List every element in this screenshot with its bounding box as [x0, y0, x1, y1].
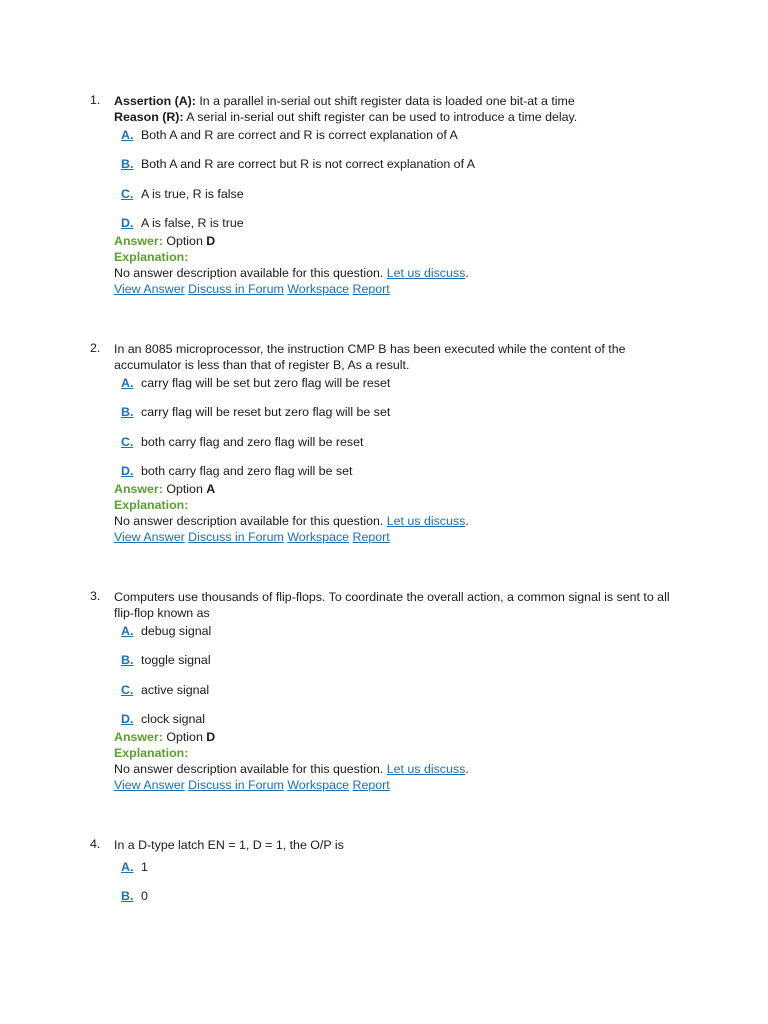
discuss-forum-link[interactable]: Discuss in Forum	[188, 777, 284, 792]
option-letter-b[interactable]: B.	[121, 405, 134, 420]
option-letter-b[interactable]: B.	[121, 653, 134, 668]
period: .	[465, 513, 469, 528]
option-b[interactable]	[114, 888, 674, 906]
option-text: both carry flag and zero flag will be set	[141, 463, 353, 478]
view-answer-link[interactable]: View Answer	[114, 281, 185, 296]
assertion-line	[114, 93, 674, 109]
discuss-link[interactable]: Let us discuss	[386, 761, 466, 776]
option-text: active signal	[141, 682, 210, 697]
option-text: both carry flag and zero flag will be reset	[141, 434, 364, 449]
explanation-text: No answer description available for this question.	[114, 265, 387, 280]
answer-value: D	[206, 729, 216, 744]
discuss-link[interactable]: Let us discuss	[386, 265, 466, 280]
option-text: Both A and R are correct but R is not correct explanation of A	[141, 157, 476, 172]
option-text: 0	[141, 889, 148, 904]
answer-line	[114, 729, 674, 745]
question-body	[114, 341, 674, 545]
question-text: Computers use thousands of flip-flops. To coordinate the overall action, a common signal is sent to all flip-flop known as	[114, 590, 670, 620]
answer-value: A	[206, 481, 216, 496]
assertion-label: Assertion (A):	[114, 94, 196, 108]
option-text: clock signal	[141, 711, 206, 726]
explanation-label: Explanation:	[114, 497, 189, 512]
question-number: 4.	[90, 837, 101, 851]
option-a[interactable]	[114, 127, 674, 156]
option-letter-c[interactable]: C.	[121, 186, 134, 201]
option-c[interactable]	[114, 434, 674, 463]
explanation-line	[114, 513, 674, 529]
question-number: 1.	[90, 93, 101, 107]
option-letter-a[interactable]: A.	[121, 624, 134, 638]
option-text: carry flag will be reset but zero flag will be set	[141, 405, 391, 420]
report-link[interactable]: Report	[352, 281, 390, 296]
period: .	[465, 761, 469, 776]
options-list	[114, 623, 674, 729]
workspace-link[interactable]: Workspace	[287, 529, 350, 544]
action-links	[114, 529, 674, 545]
option-b[interactable]	[114, 156, 674, 185]
option-b[interactable]	[114, 404, 674, 433]
reason-label: Reason (R):	[114, 110, 184, 124]
question-text: In an 8085 microprocessor, the instruction CMP B has been executed while the content of the accumulator is less than that of register B, As a result.	[114, 342, 626, 372]
question-body	[114, 589, 674, 793]
option-text: debug signal	[141, 624, 212, 638]
options-list	[114, 375, 674, 481]
view-answer-link[interactable]: View Answer	[114, 777, 185, 792]
option-letter-c[interactable]: C.	[121, 682, 134, 697]
assertion-text: In a parallel in-serial out shift register data is loaded one bit-at a time	[195, 94, 575, 108]
option-a[interactable]	[114, 375, 674, 404]
report-link[interactable]: Report	[352, 777, 390, 792]
option-letter-d[interactable]: D.	[121, 215, 134, 230]
option-a[interactable]	[114, 623, 674, 652]
options-list	[114, 127, 674, 233]
question-text: In a D-type latch EN = 1, D = 1, the O/P is	[114, 838, 344, 852]
question-body	[114, 93, 674, 297]
answer-label: Answer:	[114, 729, 163, 744]
option-text: carry flag will be set but zero flag will be reset	[141, 376, 391, 390]
option-letter-c[interactable]: C.	[121, 434, 134, 449]
answer-prefix: Option	[162, 233, 207, 248]
report-link[interactable]: Report	[352, 529, 390, 544]
option-letter-a[interactable]: A.	[121, 128, 134, 142]
explanation-line	[114, 265, 674, 281]
workspace-link[interactable]: Workspace	[287, 281, 350, 296]
option-d[interactable]	[114, 711, 674, 729]
option-letter-a[interactable]: A.	[121, 376, 134, 390]
answer-label: Answer:	[114, 481, 163, 496]
question-number: 3.	[90, 589, 101, 603]
explanation-line	[114, 761, 674, 777]
option-letter-d[interactable]: D.	[121, 463, 134, 478]
option-letter-b[interactable]: B.	[121, 889, 134, 904]
answer-prefix: Option	[162, 729, 207, 744]
option-d[interactable]	[114, 215, 674, 233]
options-list	[114, 859, 674, 906]
option-letter-b[interactable]: B.	[121, 157, 134, 172]
discuss-forum-link[interactable]: Discuss in Forum	[188, 529, 284, 544]
reason-line	[114, 109, 674, 125]
question-number: 2.	[90, 341, 101, 355]
explanation-label: Explanation:	[114, 745, 189, 760]
option-d[interactable]	[114, 463, 674, 481]
explanation-text: No answer description available for this question.	[114, 761, 387, 776]
answer-label: Answer:	[114, 233, 163, 248]
answer-value: D	[206, 233, 216, 248]
option-text: A is false, R is true	[141, 215, 244, 230]
explanation-text: No answer description available for this question.	[114, 513, 387, 528]
explanation-label: Explanation:	[114, 249, 189, 264]
option-b[interactable]	[114, 652, 674, 681]
option-c[interactable]	[114, 186, 674, 215]
workspace-link[interactable]: Workspace	[287, 777, 350, 792]
option-letter-a[interactable]: A.	[121, 860, 134, 874]
view-answer-link[interactable]: View Answer	[114, 529, 185, 544]
option-text: Both A and R are correct and R is correct explanation of A	[141, 128, 458, 142]
discuss-link[interactable]: Let us discuss	[386, 513, 466, 528]
discuss-forum-link[interactable]: Discuss in Forum	[188, 281, 284, 296]
option-text: toggle signal	[141, 653, 211, 668]
answer-prefix: Option	[162, 481, 207, 496]
option-text: 1	[141, 860, 148, 874]
action-links	[114, 281, 674, 297]
period: .	[465, 265, 469, 280]
reason-text: A serial in-serial out shift register can be used to introduce a time delay.	[183, 110, 578, 124]
question-body	[114, 837, 674, 906]
option-a[interactable]	[114, 859, 674, 888]
option-text: A is true, R is false	[141, 186, 244, 201]
answer-line	[114, 481, 674, 497]
action-links	[114, 777, 674, 793]
option-letter-d[interactable]: D.	[121, 711, 134, 726]
option-c[interactable]	[114, 682, 674, 711]
answer-line	[114, 233, 674, 249]
